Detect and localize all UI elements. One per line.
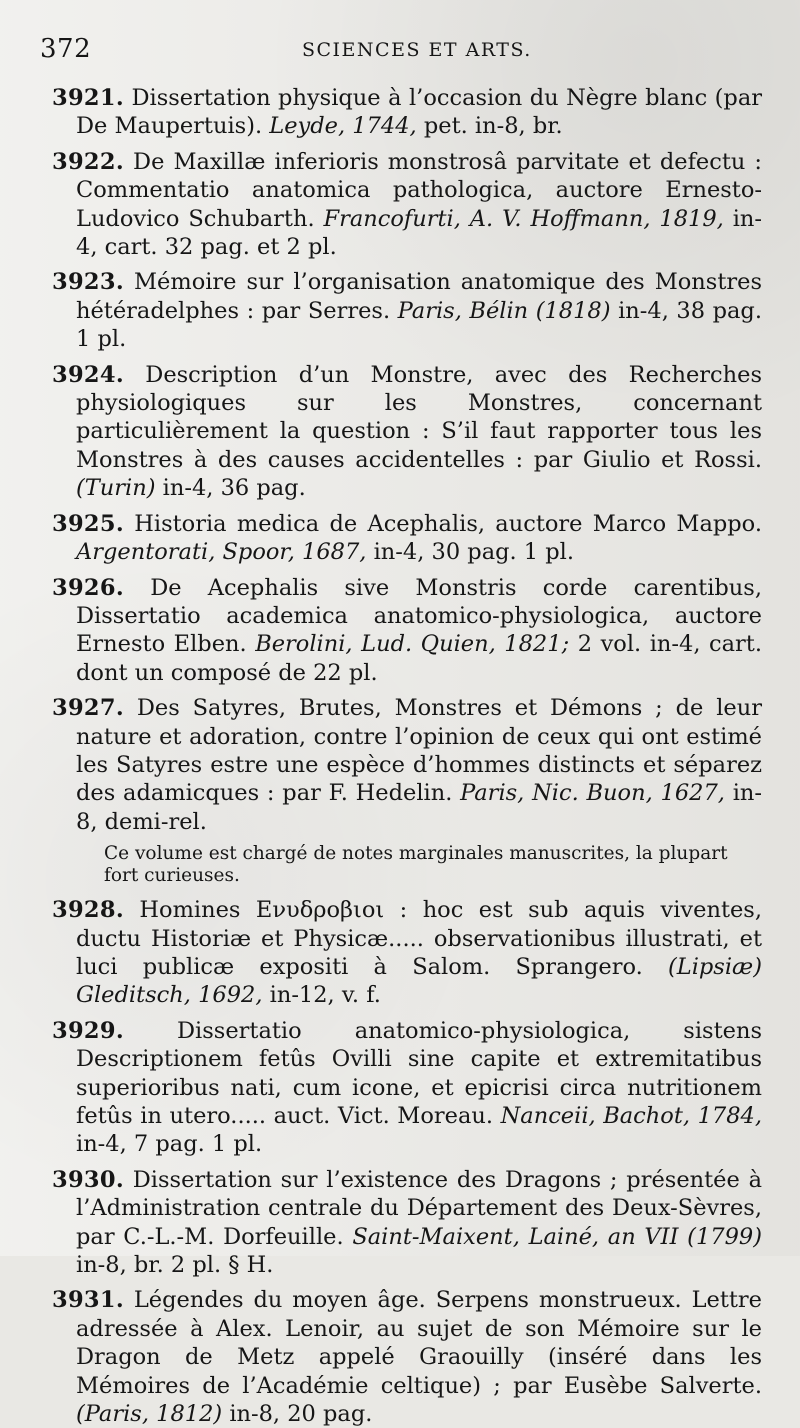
entry-title: De Maxillæ inferioris monstrosâ parvitate et defectu : Commentatio anatomica pathologica, auctore Ernesto-Ludovico Schubarth.: [76, 148, 763, 232]
entry-title: Historia medica de Acephalis, auctore Marco Mappo.: [134, 510, 762, 537]
entry-number: 3926.: [52, 574, 124, 601]
entry-number: 3929.: [52, 1017, 124, 1044]
bibliography-entry-3923: [52, 268, 762, 353]
entry-format: in-8, 20 pag.: [229, 1401, 373, 1428]
bibliography-entry-3927: [52, 694, 762, 836]
entry-format: in-4, 38 pag. 1 pl.: [76, 297, 762, 353]
entry-format: 2 vol. in-4, cart. dont un composé de 22 pl.: [76, 631, 762, 686]
entry-imprint: (Lipsiæ) Gleditsch, 1692,: [76, 953, 762, 1009]
entry-format: in-4, 36 pag.: [162, 475, 306, 502]
entry-format: in-4, 30 pag. 1 pl.: [373, 539, 575, 566]
entry-number: 3931.: [52, 1287, 124, 1314]
page-number: 372: [40, 34, 92, 64]
entry-number: 3927.: [52, 695, 124, 722]
entry-imprint: Paris, Bélin (1818): [397, 297, 611, 324]
page-header: [40, 34, 762, 80]
entry-format: in-12, v. f.: [269, 982, 381, 1009]
entry-format: in-8, demi-rel.: [76, 780, 762, 835]
bibliography-entry-3926: [52, 574, 762, 688]
entry-format: in-4, cart. 32 pag. et 2 pl.: [76, 205, 762, 261]
entry-title: Dissertation physique à l’occasion du Nègre blanc (par De Maupertuis).: [76, 85, 762, 140]
bibliography-entry-3929: [52, 1017, 762, 1159]
entry-title: Dissertatio anatomico-physiologica, sistens Descriptionem fetûs Ovilli sine capite et extremitatibus superioribus nati, cum icone, et epicrisi circa nutritionem fetûs in utero..... auct. Vict. Moreau.: [76, 1017, 762, 1129]
entry-format: pet. in-8, br.: [423, 113, 563, 140]
entry-imprint: Francofurti, A. V. Hoffmann, 1819,: [323, 205, 724, 232]
bibliography-entry-3930: [52, 1166, 762, 1280]
entry-imprint: Berolini, Lud. Quien, 1821;: [255, 631, 570, 658]
entry-imprint: (Paris, 1812): [76, 1401, 223, 1428]
entry-title: De Acephalis sive Monstris corde carentibus, Dissertatio academica anatomico-physiologica, auctore Ernesto Elben.: [76, 574, 762, 658]
bibliography-entry-3921: [52, 84, 762, 141]
entry-title: Mémoire sur l’organisation anatomique des Monstres hétéradelphes : par Serres.: [76, 269, 762, 324]
entry-title: Dissertation sur l’existence des Dragons ; présentée à l’Administration centrale du Département des Deux-Sèvres, par C.-L.-M. Dorfeuille.: [76, 1166, 763, 1250]
bibliography-entry-3925: [52, 510, 762, 567]
entry-title: Légendes du moyen âge. Serpens monstrueux. Lettre adressée à Alex. Lenoir, au sujet de son Mémoire sur le Dragon de Metz appelé Graouilly (inséré dans les Mémoires de l’Académie celtique) ; par Eusèbe Salverte.: [76, 1287, 762, 1399]
entry-number: 3922.: [52, 148, 124, 175]
entry-number: 3921.: [52, 85, 124, 111]
entry-number: 3925.: [52, 510, 124, 537]
running-head: SCIENCES ET ARTS.: [302, 39, 532, 61]
bibliography-entry-3928: [52, 896, 762, 1010]
entry-imprint: Paris, Nic. Buon, 1627,: [460, 780, 725, 807]
entry-imprint: Argentorati, Spoor, 1687,: [76, 539, 367, 566]
entry-title: Des Satyres, Brutes, Monstres et Démons ; de leur nature et adoration, contre l’opinion de ceux qui ont estimé les Satyres estre une espèce d’hommes distincts et séparez des adamicques : par F. Hedelin.: [76, 695, 762, 807]
entry-imprint: (Turin): [76, 475, 156, 502]
entry-imprint: Leyde, 1744,: [269, 113, 417, 140]
bibliography-entry-3922: [52, 148, 762, 262]
bibliography-entry-list: [52, 84, 762, 1428]
bibliography-entry-3924: [52, 361, 762, 503]
marginal-notes-remark: Ce volume est chargé de notes marginales manuscrites, la plupart fort curieuses.: [104, 843, 728, 887]
entry-imprint: Nanceii, Bachot, 1784,: [500, 1103, 762, 1129]
entry-number: 3924.: [52, 361, 124, 388]
entry-title: Homines Ενυδροβιοι : hoc est sub aquis viventes, ductu Historiæ et Physicæ..... observationibus illustrati, et luci publicæ expositi à Salom. Sprangero.: [76, 897, 762, 980]
entry-imprint: Saint-Maixent, Lainé, an VII (1799): [352, 1223, 762, 1250]
bibliography-entry-3931: [52, 1286, 762, 1428]
entry-number: 3928.: [52, 897, 124, 924]
entry-number: 3930.: [52, 1166, 124, 1193]
entry-format: in-4, 7 pag. 1 pl.: [76, 1131, 263, 1158]
entry-format: in-8, br. 2 pl. § H.: [76, 1252, 274, 1279]
entry-number: 3923.: [52, 269, 124, 296]
entry-title: Description d’un Monstre, avec des Recherches physiologiques sur les Monstres, concernant particulièrement la question : S’il faut rapporter tous les Monstres à des causes accidentelles : par Giulio et Rossi.: [76, 361, 763, 473]
